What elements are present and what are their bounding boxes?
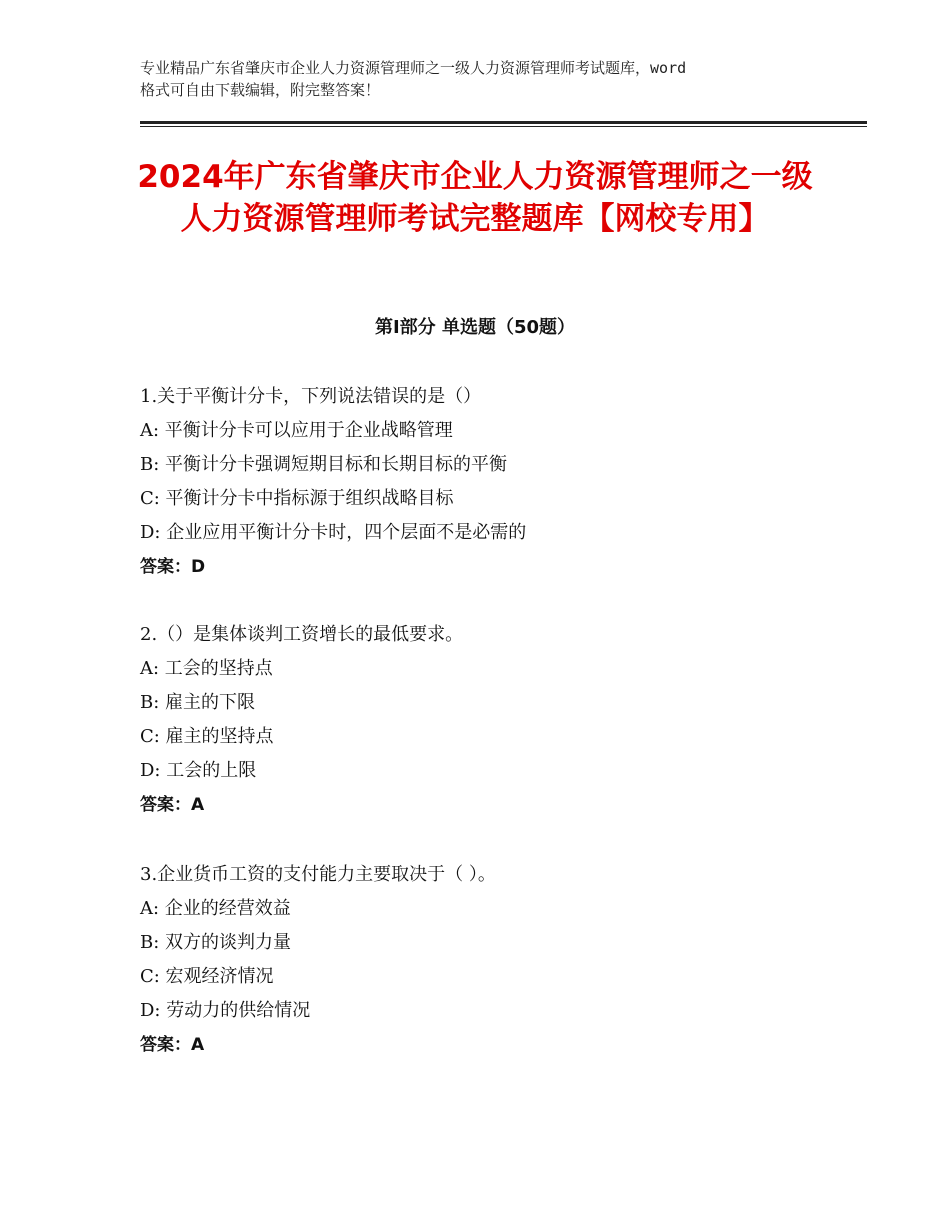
option-a: A: 企业的经营效益 <box>140 898 291 919</box>
answer-label: 答案：D <box>140 557 206 577</box>
option-d: D: 企业应用平衡计分卡时，四个层面不是必需的 <box>140 522 527 543</box>
question-stem: 1.关于平衡计分卡，下列说法错误的是（） <box>140 386 482 407</box>
option-b: B: 平衡计分卡强调短期目标和长期目标的平衡 <box>140 454 508 475</box>
section-heading: 第Ⅰ部分 单选题（50题） <box>374 317 575 338</box>
answer-label: 答案：A <box>140 795 205 815</box>
question-block-2 <box>140 618 840 822</box>
option-c: C: 雇主的坚持点 <box>140 726 274 747</box>
header-note <box>140 57 830 101</box>
header-divider-thin <box>140 126 867 127</box>
option-a: A: 工会的坚持点 <box>140 658 273 679</box>
option-c: C: 平衡计分卡中指标源于组织战略目标 <box>140 488 454 509</box>
option-d: D: 劳动力的供给情况 <box>140 1000 311 1021</box>
question-stem: 3.企业货币工资的支付能力主要取决于（ ）。 <box>140 864 496 885</box>
question-block-1 <box>140 380 840 584</box>
option-a: A: 平衡计分卡可以应用于企业战略管理 <box>140 420 453 441</box>
option-b: B: 雇主的下限 <box>140 692 256 713</box>
option-d: D: 工会的上限 <box>140 760 257 781</box>
option-b: B: 双方的谈判力量 <box>140 932 292 953</box>
question-block-3 <box>140 858 840 1062</box>
header-divider-thick <box>140 121 867 124</box>
answer-label: 答案：A <box>140 1035 205 1055</box>
option-c: C: 宏观经济情况 <box>140 966 274 987</box>
document-title: 2024年广东省肇庆市企业人力资源管理师之一级人力资源管理师考试完整题库【网校专用】 <box>137 159 813 237</box>
header-note-line-1: 专业精品广东省肇庆市企业人力资源管理师之一级人力资源管理师考试题库，word <box>140 59 687 77</box>
question-stem: 2.（）是集体谈判工资增长的最低要求。 <box>140 624 464 645</box>
header-note-line-2: 格式可自由下载编辑，附完整答案！ <box>140 81 381 99</box>
